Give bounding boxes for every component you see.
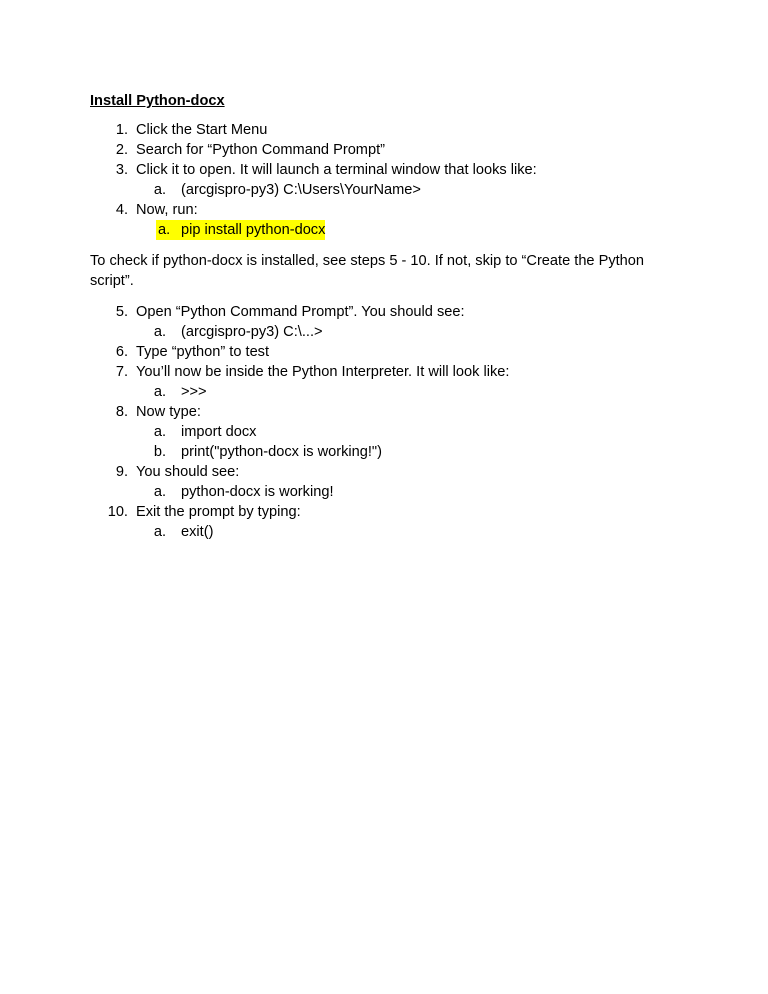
- list-item-number: 8.: [115, 404, 128, 420]
- list-item-text: Click it to open. It will launch a terminal window that looks like:: [136, 162, 537, 178]
- sub-list-item-letter: a.: [153, 384, 166, 400]
- list-item-text: Search for “Python Command Prompt”: [136, 142, 385, 158]
- list-item-number: 5.: [115, 304, 128, 320]
- check-instructions-paragraph: To check if python-docx is installed, see steps 5 - 10. If not, skip to “Create the Python script”.: [90, 253, 645, 289]
- sub-list-item-letter: b.: [153, 444, 166, 460]
- sub-list-item-letter: a.: [153, 484, 166, 500]
- list-item-text: Now type:: [136, 404, 201, 420]
- list-item-number: 9.: [115, 464, 128, 480]
- list-item-text: Open “Python Command Prompt”. You should see:: [136, 304, 465, 320]
- sub-list-item-text: exit(): [181, 524, 214, 540]
- list-item-number: 4.: [115, 202, 128, 218]
- sub-list-item-letter: a.: [153, 324, 166, 340]
- list-item-number: 2.: [115, 142, 128, 158]
- sub-list-item-text: >>>: [181, 384, 207, 400]
- list-item-text: Now, run:: [136, 202, 198, 218]
- list-item-number: 10.: [107, 504, 128, 520]
- list-item-number: 3.: [115, 162, 128, 178]
- sub-list-item-text: (arcgispro-py3) C:\Users\YourName>: [181, 182, 421, 198]
- list-item-text: You’ll now be inside the Python Interpreter. It will look like:: [136, 364, 510, 380]
- sub-list-item-text: python-docx is working!: [181, 484, 334, 500]
- list-item-text: Exit the prompt by typing:: [136, 504, 301, 520]
- sub-list-item-text: (arcgispro-py3) C:\...>: [181, 324, 323, 340]
- sub-list-item-letter: a.: [153, 182, 166, 198]
- list-item-number: 1.: [115, 122, 128, 138]
- list-item-number: 6.: [115, 344, 128, 360]
- sub-list-item-letter: a.: [153, 524, 166, 540]
- list-item-text: Type “python” to test: [136, 344, 270, 360]
- list-item-text: Click the Start Menu: [136, 122, 268, 138]
- highlighted-command: [156, 220, 325, 240]
- sub-list-item-letter: a.: [158, 222, 171, 238]
- list-item-text: You should see:: [136, 464, 240, 480]
- list-item-number: 7.: [115, 364, 128, 380]
- sub-list-item-text: import docx: [181, 424, 257, 440]
- document-title: Install Python-docx: [90, 93, 225, 109]
- sub-list-item-text: print("python-docx is working!"): [181, 444, 382, 460]
- sub-list-item-letter: a.: [153, 424, 166, 440]
- sub-list-item-text: pip install python-docx: [181, 222, 326, 238]
